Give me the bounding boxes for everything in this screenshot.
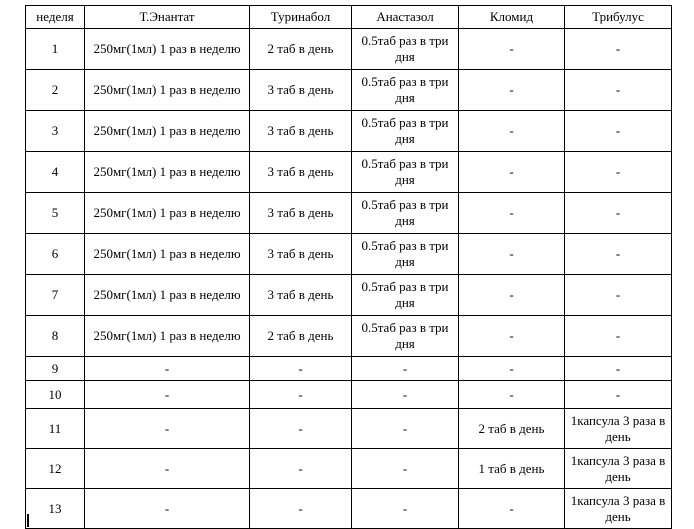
week-number-cell: 2: [26, 70, 85, 111]
table-cell: -: [459, 489, 565, 529]
table-cell: -: [250, 381, 352, 409]
table-cell: 0.5таб раз в три дня: [352, 316, 459, 357]
table-cell: 0.5таб раз в три дня: [352, 275, 459, 316]
week-number-cell: 12: [26, 449, 85, 489]
table-cell: -: [250, 489, 352, 529]
table-cell: 0.5таб раз в три дня: [352, 193, 459, 234]
table-cell: -: [352, 357, 459, 381]
table-cell: -: [459, 234, 565, 275]
table-cell: -: [85, 489, 250, 529]
dosage-schedule-table: [25, 5, 672, 529]
table-cell: -: [352, 409, 459, 449]
table-header-cell: Трибулус: [565, 6, 672, 29]
table-cell: -: [459, 29, 565, 70]
table-cell: -: [565, 381, 672, 409]
table-cell: 3 таб в день: [250, 193, 352, 234]
table-cell: 1капсула 3 раза в день: [565, 409, 672, 449]
week-number-cell: 11: [26, 409, 85, 449]
table-row: [26, 29, 672, 70]
table-cell: -: [565, 357, 672, 381]
table-cell: -: [459, 316, 565, 357]
week-number-cell: 8: [26, 316, 85, 357]
week-number-cell: 1: [26, 29, 85, 70]
table-cell: -: [565, 234, 672, 275]
table-cell: 2 таб в день: [250, 316, 352, 357]
week-number-cell: 9: [26, 357, 85, 381]
table-cell: -: [250, 357, 352, 381]
table-cell: 250мг(1мл) 1 раз в неделю: [85, 70, 250, 111]
table-row: [26, 381, 672, 409]
table-cell: 250мг(1мл) 1 раз в неделю: [85, 234, 250, 275]
table-cell: -: [85, 449, 250, 489]
table-cell: 1капсула 3 раза в день: [565, 449, 672, 489]
table-cell: -: [565, 29, 672, 70]
table-row: [26, 70, 672, 111]
table-cell: 1 таб в день: [459, 449, 565, 489]
table-cell: -: [459, 70, 565, 111]
table-cell: -: [565, 111, 672, 152]
table-cell: 250мг(1мл) 1 раз в неделю: [85, 193, 250, 234]
table-cell: -: [459, 357, 565, 381]
table-header-cell: неделя: [26, 6, 85, 29]
table-cell: -: [459, 152, 565, 193]
table-cell: -: [459, 193, 565, 234]
table-cell: -: [565, 70, 672, 111]
table-cell: -: [565, 152, 672, 193]
table-cell: 0.5таб раз в три дня: [352, 234, 459, 275]
table-cell: -: [565, 193, 672, 234]
table-cell: 3 таб в день: [250, 275, 352, 316]
table-header-cell: Туринабол: [250, 6, 352, 29]
table-row: [26, 409, 672, 449]
week-number-cell: 7: [26, 275, 85, 316]
table-cell: 3 таб в день: [250, 152, 352, 193]
table-cell: -: [250, 449, 352, 489]
table-row: [26, 152, 672, 193]
table-cell: -: [565, 316, 672, 357]
week-number-cell: 5: [26, 193, 85, 234]
table-cell: 1капсула 3 раза в день: [565, 489, 672, 529]
table-cell: 250мг(1мл) 1 раз в неделю: [85, 111, 250, 152]
table-cell: 250мг(1мл) 1 раз в неделю: [85, 152, 250, 193]
table-cell: -: [85, 357, 250, 381]
week-number-cell: 13: [26, 489, 85, 529]
week-number-cell: 4: [26, 152, 85, 193]
table-cell: 0.5таб раз в три дня: [352, 152, 459, 193]
table-cell: -: [85, 381, 250, 409]
table-cell: 0.5таб раз в три дня: [352, 70, 459, 111]
table-header-cell: Т.Энантат: [85, 6, 250, 29]
table-cell: 3 таб в день: [250, 111, 352, 152]
table-cell: 0.5таб раз в три дня: [352, 111, 459, 152]
table-row: [26, 193, 672, 234]
table-cell: -: [352, 489, 459, 529]
week-number-cell: 10: [26, 381, 85, 409]
table-cell: 250мг(1мл) 1 раз в неделю: [85, 275, 250, 316]
table-cell: 2 таб в день: [250, 29, 352, 70]
table-cell: -: [459, 111, 565, 152]
table-cell: -: [352, 449, 459, 489]
table-row: [26, 275, 672, 316]
table-cell: -: [250, 409, 352, 449]
table-header-cell: Анастазол: [352, 6, 459, 29]
table-cell: -: [352, 381, 459, 409]
table-row: [26, 111, 672, 152]
table-row: [26, 449, 672, 489]
table-row: [26, 234, 672, 275]
table-cell: 3 таб в день: [250, 234, 352, 275]
table-header-row: [26, 6, 672, 29]
table-cell: 250мг(1мл) 1 раз в неделю: [85, 316, 250, 357]
table-row: [26, 489, 672, 529]
table-cell: 3 таб в день: [250, 70, 352, 111]
table-row: [26, 316, 672, 357]
table-cell: -: [459, 275, 565, 316]
text-caret: [27, 514, 29, 527]
table-cell: 250мг(1мл) 1 раз в неделю: [85, 29, 250, 70]
table-cell: -: [85, 409, 250, 449]
table-cell: -: [565, 275, 672, 316]
schedule-table-container: [25, 5, 672, 529]
week-number-cell: 6: [26, 234, 85, 275]
week-number-cell: 3: [26, 111, 85, 152]
table-row: [26, 357, 672, 381]
table-body: [26, 29, 672, 529]
table-cell: 0.5таб раз в три дня: [352, 29, 459, 70]
table-header-cell: Кломид: [459, 6, 565, 29]
table-cell: 2 таб в день: [459, 409, 565, 449]
table-cell: -: [459, 381, 565, 409]
